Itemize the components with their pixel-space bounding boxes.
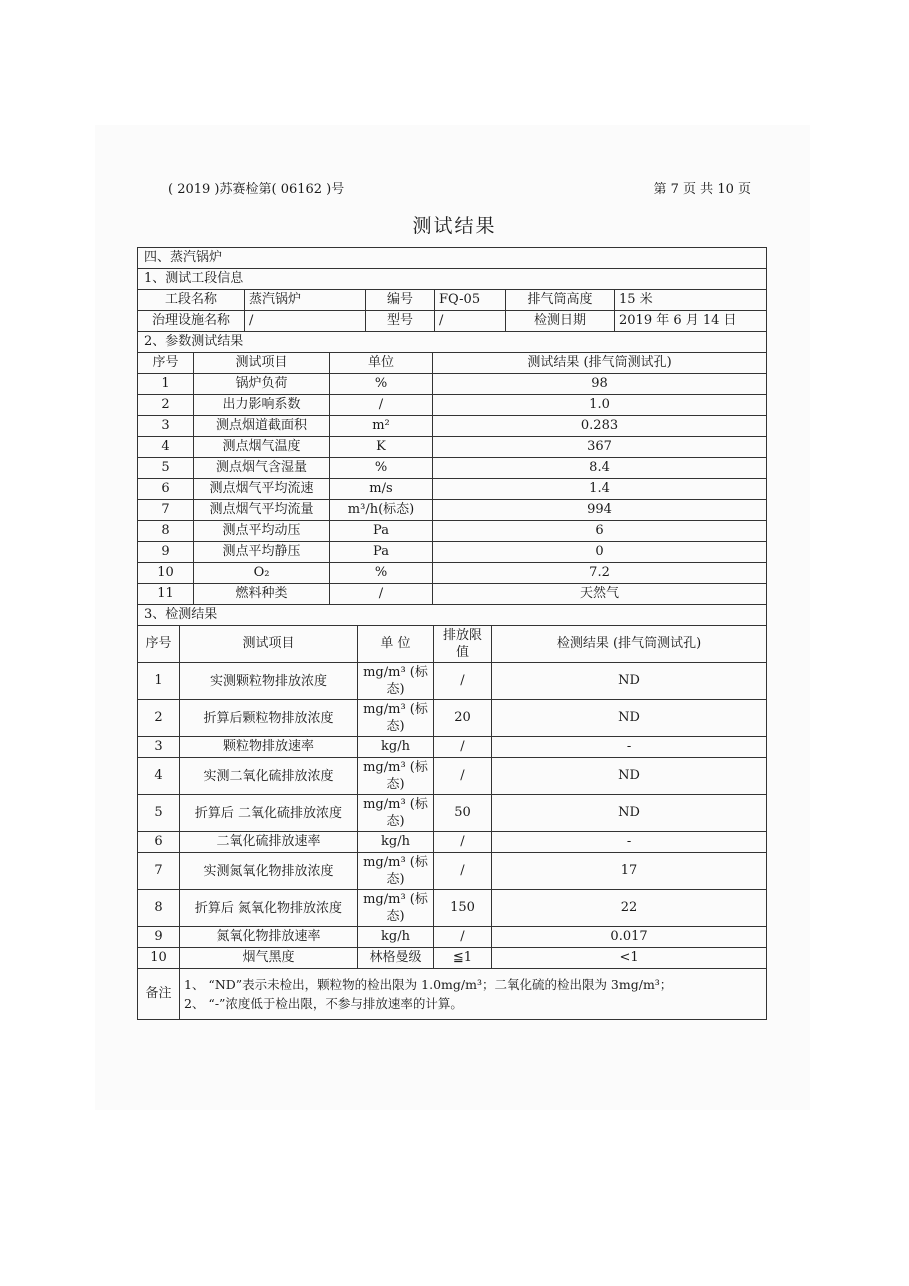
table-cell: 1 xyxy=(138,374,194,395)
table-cell: 折算后颗粒物排放浓度 xyxy=(180,700,358,737)
page-indicator: 第 7 页 共 10 页 xyxy=(653,182,751,197)
table-row xyxy=(138,832,767,853)
section-heading: 四、蒸汽锅炉 xyxy=(138,248,767,269)
table-cell: 3 xyxy=(138,416,194,437)
column-header: 测试项目 xyxy=(194,353,330,374)
table-row xyxy=(138,416,767,437)
table-cell: / xyxy=(330,584,433,605)
table-cell: Pa xyxy=(330,521,433,542)
table-cell: 测点烟气平均流速 xyxy=(194,479,330,500)
table-header-row xyxy=(138,626,767,663)
info-value: 蒸汽锅炉 xyxy=(245,290,366,311)
table-cell: mg/m³ (标态) xyxy=(358,795,434,832)
table-cell: 6 xyxy=(138,832,180,853)
table-cell: 20 xyxy=(434,700,492,737)
table-cell: ND xyxy=(492,700,767,737)
table-cell: 22 xyxy=(492,890,767,927)
subsection-heading: 1、测试工段信息 xyxy=(138,269,767,290)
info-label: 型号 xyxy=(366,311,435,332)
table-cell: 实测氮氧化物排放浓度 xyxy=(180,853,358,890)
table-row xyxy=(138,437,767,458)
table-cell: 98 xyxy=(433,374,767,395)
table-cell: mg/m³ (标态) xyxy=(358,853,434,890)
info-label: 治理设施名称 xyxy=(138,311,245,332)
table-cell: 8.4 xyxy=(433,458,767,479)
table-cell: 4 xyxy=(138,758,180,795)
table-cell: / xyxy=(434,737,492,758)
column-header: 测试项目 xyxy=(180,626,358,663)
report-number: ( 2019 )苏赛检第( 06162 )号 xyxy=(168,182,345,197)
table-cell: O₂ xyxy=(194,563,330,584)
table-cell: 7 xyxy=(138,853,180,890)
page-title: 测试结果 xyxy=(412,215,497,237)
table-cell: 10 xyxy=(138,563,194,584)
table-row xyxy=(138,737,767,758)
table-row xyxy=(138,500,767,521)
table-cell: m/s xyxy=(330,479,433,500)
table-row xyxy=(138,521,767,542)
table-cell: 1.4 xyxy=(433,479,767,500)
table-cell: m² xyxy=(330,416,433,437)
table-cell: mg/m³ (标态) xyxy=(358,663,434,700)
table-cell: 6 xyxy=(433,521,767,542)
table-cell: m³/h(标态) xyxy=(330,500,433,521)
table-cell: 天然气 xyxy=(433,584,767,605)
table-cell: % xyxy=(330,374,433,395)
table-row xyxy=(138,479,767,500)
table-cell: 测点烟道截面积 xyxy=(194,416,330,437)
table-cell: 测点烟气平均流量 xyxy=(194,500,330,521)
table-cell: 烟气黑度 xyxy=(180,948,358,969)
note-line-1: 1、 “ND”表示未检出，颗粒物的检出限为 1.0mg/m³；二氧化硫的检出限为 3mg/m³； xyxy=(184,977,673,992)
table-cell: 7.2 xyxy=(433,563,767,584)
table-cell: 8 xyxy=(138,521,194,542)
info-value: FQ-05 xyxy=(435,290,506,311)
table-cell: 氮氧化物排放速率 xyxy=(180,927,358,948)
table-cell: / xyxy=(434,853,492,890)
table-cell: 出力影响系数 xyxy=(194,395,330,416)
table-cell: 4 xyxy=(138,437,194,458)
column-header: 测试结果 (排气筒测试孔) xyxy=(433,353,767,374)
column-header: 序号 xyxy=(138,353,194,374)
results-table xyxy=(137,247,767,290)
table-cell: 9 xyxy=(138,542,194,563)
table-cell: 50 xyxy=(434,795,492,832)
info-label: 编号 xyxy=(366,290,435,311)
table-row xyxy=(138,948,767,969)
table-cell: 折算后 二氧化硫排放浓度 xyxy=(180,795,358,832)
table-cell: % xyxy=(330,563,433,584)
table-cell: kg/h xyxy=(358,737,434,758)
table-cell: 测点平均静压 xyxy=(194,542,330,563)
table-row xyxy=(138,853,767,890)
table-cell: <1 xyxy=(492,948,767,969)
table-cell: 9 xyxy=(138,927,180,948)
table-cell: 17 xyxy=(492,853,767,890)
table-cell: 7 xyxy=(138,500,194,521)
info-label: 排气筒高度 xyxy=(506,290,615,311)
table-cell: 1.0 xyxy=(433,395,767,416)
subsection-heading: 2、参数测试结果 xyxy=(138,332,767,353)
note-line-2: 2、 “-”浓度低于检出限，不参与排放速率的计算。 xyxy=(184,996,463,1011)
table-cell: 0 xyxy=(433,542,767,563)
table-row xyxy=(138,758,767,795)
info-value: 15 米 xyxy=(615,290,767,311)
table-cell: 2 xyxy=(138,700,180,737)
table-row xyxy=(138,890,767,927)
subsection-heading: 3、检测结果 xyxy=(138,605,767,626)
table-cell: ND xyxy=(492,663,767,700)
table-cell: kg/h xyxy=(358,832,434,853)
table-cell: 0.283 xyxy=(433,416,767,437)
column-header: 检测结果 (排气筒测试孔) xyxy=(492,626,767,663)
table-cell: 8 xyxy=(138,890,180,927)
detection-table xyxy=(137,604,767,1020)
table-row xyxy=(138,395,767,416)
table-cell: 测点烟气温度 xyxy=(194,437,330,458)
table-cell: K xyxy=(330,437,433,458)
info-value: 2019 年 6 月 14 日 xyxy=(615,311,767,332)
table-row xyxy=(138,584,767,605)
table-cell: % xyxy=(330,458,433,479)
table-cell: 3 xyxy=(138,737,180,758)
table-cell: 367 xyxy=(433,437,767,458)
info-label: 工段名称 xyxy=(138,290,245,311)
table-cell: ND xyxy=(492,758,767,795)
info-label: 检测日期 xyxy=(506,311,615,332)
notes-label: 备注 xyxy=(138,969,180,1020)
segment-info-table xyxy=(137,289,767,332)
table-cell: 实测二氧化硫排放浓度 xyxy=(180,758,358,795)
info-value: / xyxy=(245,311,366,332)
table-cell: mg/m³ (标态) xyxy=(358,890,434,927)
table-cell: 994 xyxy=(433,500,767,521)
table-cell: - xyxy=(492,832,767,853)
table-cell: 10 xyxy=(138,948,180,969)
table-cell: 11 xyxy=(138,584,194,605)
table-row xyxy=(138,795,767,832)
table-cell: / xyxy=(434,927,492,948)
column-header: 单位 xyxy=(330,353,433,374)
table-cell: 林格曼级 xyxy=(358,948,434,969)
table-row xyxy=(138,542,767,563)
table-row xyxy=(138,458,767,479)
table-cell: 测点烟气含湿量 xyxy=(194,458,330,479)
table-row xyxy=(138,563,767,584)
column-header: 序号 xyxy=(138,626,180,663)
table-cell: / xyxy=(434,758,492,795)
table-cell: kg/h xyxy=(358,927,434,948)
table-cell: / xyxy=(434,832,492,853)
table-row xyxy=(138,927,767,948)
table-row xyxy=(138,374,767,395)
table-cell: / xyxy=(330,395,433,416)
table-cell: ≦1 xyxy=(434,948,492,969)
table-cell: 颗粒物排放速率 xyxy=(180,737,358,758)
column-header: 单 位 xyxy=(358,626,434,663)
table-cell: 燃料种类 xyxy=(194,584,330,605)
table-cell: 测点平均动压 xyxy=(194,521,330,542)
info-value: / xyxy=(435,311,506,332)
table-cell: 二氧化硫排放速率 xyxy=(180,832,358,853)
column-header: 排放限值 xyxy=(434,626,492,663)
table-cell: ND xyxy=(492,795,767,832)
table-cell: 折算后 氮氧化物排放浓度 xyxy=(180,890,358,927)
table-cell: 6 xyxy=(138,479,194,500)
table-row xyxy=(138,663,767,700)
table-cell: - xyxy=(492,737,767,758)
table-row xyxy=(138,700,767,737)
table-cell: 实测颗粒物排放浓度 xyxy=(180,663,358,700)
info-row xyxy=(138,311,767,332)
table-cell: 150 xyxy=(434,890,492,927)
table-cell: 1 xyxy=(138,663,180,700)
table-cell: 2 xyxy=(138,395,194,416)
info-row xyxy=(138,290,767,311)
table-cell: / xyxy=(434,663,492,700)
table-cell: Pa xyxy=(330,542,433,563)
table-cell: mg/m³ (标态) xyxy=(358,700,434,737)
table-cell: 5 xyxy=(138,795,180,832)
table-cell: 0.017 xyxy=(492,927,767,948)
table-cell: mg/m³ (标态) xyxy=(358,758,434,795)
parameter-table xyxy=(137,331,767,605)
table-cell: 5 xyxy=(138,458,194,479)
table-header-row xyxy=(138,353,767,374)
notes-body xyxy=(180,969,767,1020)
table-cell: 锅炉负荷 xyxy=(194,374,330,395)
